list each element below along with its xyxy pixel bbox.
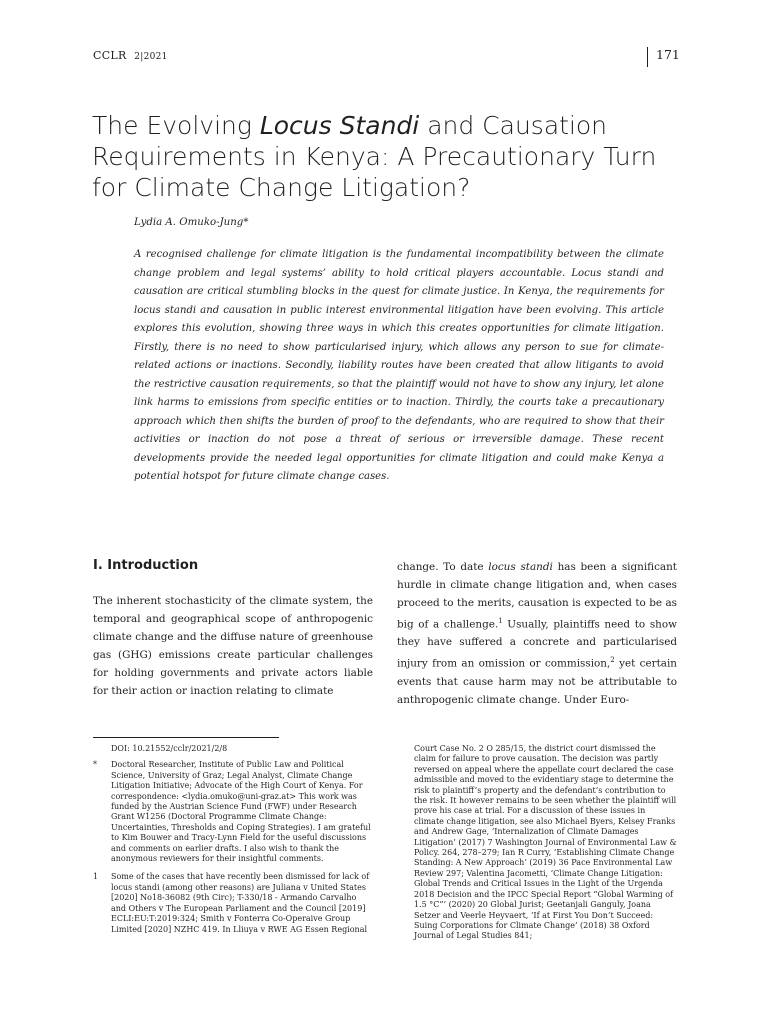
footnote-1 xyxy=(93,872,373,934)
footnotes-left xyxy=(93,744,373,943)
body-right-italic: locus standi xyxy=(488,561,553,573)
author-name: Lydia A. Omuko-Jung* xyxy=(134,217,249,228)
body-right-text-1: change. To date xyxy=(397,561,489,573)
running-head xyxy=(93,45,683,67)
journal-issue: 2|2021 xyxy=(134,52,168,62)
title-line1-pre: The Evolving xyxy=(92,111,260,140)
footnote-mark-star: * xyxy=(93,760,97,770)
section-heading: I. Introduction xyxy=(93,558,199,573)
title-line1-post: and Causation xyxy=(419,111,608,140)
journal-name xyxy=(93,49,168,62)
body-left-column: The inherent stochasticity of the climate system, the temporal and geographical scope of anthropogenic climate change and the diffuse nature of greenhouse gas (GHG) emissions create particular challenges for holding governments and private actors liable for their action or inaction relating to climate xyxy=(93,595,373,697)
body-right-text-2: has been a significant hurdle in climate change litigation and, when cases proceed to the merits, causation is expected to be as big of a challenge. xyxy=(397,561,677,631)
body-right-text-3: Usually, plaintiffs need to show they have suffered a concrete and particularised injury from an omission or commission, xyxy=(397,618,677,670)
body-right-column xyxy=(397,558,677,709)
body-right-text-4: yet certain events that cause harm may not be attributable to anthropogenic climate change. Under Euro- xyxy=(397,657,677,706)
footnotes-right xyxy=(414,744,677,942)
title-line3: for Climate Change Litigation? xyxy=(92,173,471,202)
footnote-mark-1: 1 xyxy=(93,872,99,882)
page-number: 171 xyxy=(656,47,680,62)
journal-abbrev: CCLR xyxy=(93,49,127,62)
footnote-rule xyxy=(93,737,279,738)
abstract: A recognised challenge for climate litigation is the fundamental incompatibility between the climate change problem and legal systems’ ability to hold critical players accountable. Locus standi and causation are critical stumbling blocks in the quest for climate justice. In Kenya, the requirements for locus standi and causation in public interest environmental litigation have been evolving. This article explores this evolution, showing three ways in which this creates opportunities for climate litigation. Firstly, there is no need to show particularised injury, which allows any person to sue for climate-related actions or inactions. Secondly, liability routes have been created that allow litigants to avoid the restrictive causation requirements, so that the plaintiff would not have to show any injury, let alone link harms to emissions from specific entities or to inaction. Thirdly, the courts take a precautionary approach which then shifts the burden of proof to the defendants, who are required to show that their activities or inaction do not pose a threat of serious or irreversible damage. These recent developments provide the needed legal opportunities for climate litigation and could make Kenya a potential hotspot for future climate change cases. xyxy=(134,249,664,482)
title-line1-italic: Locus Standi xyxy=(259,111,420,140)
title-line2: Requirements in Kenya: A Precautionary Turn xyxy=(92,142,657,171)
footnote-ref-1: 1 xyxy=(498,617,503,625)
footnote-1-text: Some of the cases that have recently been dismissed for lack of locus standi (among other reasons) are Juliana v United States [2020] No18-36082 (9th Circ); T-330/18 - Armando Carvalho and Others v The European Parliament and the Council [2019] ECLI:EU:T:2019:324; Smith v Fonterra Co-Operaive Group Limited [2020] NZHC 419. In Lliuya v RWE AG Essen Regional xyxy=(111,872,370,934)
doi: DOI: 10.21552/cclr/2021/2/8 xyxy=(111,744,228,753)
article-title xyxy=(92,110,692,203)
footnote-1-continued: Court Case No. 2 O 285/15, the district court dismissed the claim for failure to prove causation. The decision was partly reversed on appeal where the appellate court declared the case admissible and moved to the evidentiary stage to determine the risk to plaintiff’s property and the defendant’s contribution to the risk. It however remains to be seen whether the plaintiff will prove his case at trial. For a discussion of these issues in climate change litigation, see also Michael Byers, Kelsey Franks and Andrew Gage, ‘Internalization of Climate Damages Litigation’ (2017) 7 Washington Journal of Environmental Law & Policy. 264, 278–279; Ian R Curry, ‘Establishing Climate Change Standing: A New Approach’ (2019) 36 Pace Environmental Law Review 297; Valentina Jacometti, ‘Climate Change Litigation: Global Trends and Critical Issues in the Light of the Urgenda 2018 Decision and the IPCC Special Report “Global Warming of 1.5 °C”’ (2020) 20 Global Jurist; Geetanjali Ganguly, Joana Setzer and Veerle Heyvaert, ‘If at First You Don’t Succeed: Suing Corporations for Climate Change’ (2018) 38 Oxford Journal of Legal Studies 841; xyxy=(414,744,677,941)
footnote-author xyxy=(93,760,373,864)
footnote-ref-2: 2 xyxy=(610,656,615,665)
header-divider xyxy=(647,47,648,67)
footnote-author-text: Doctoral Researcher, Institute of Public Law and Political Science, University of Graz; Legal Analyst, Climate Change Litigation Initiative; Advocate of the High Court of Kenya. For correspondence: <lydia.omuko@uni-graz.at> This work was funded by the Austrian Science Fund (FWF) under Research Grant W1256 (Doctoral Programme Climate Change: Uncertainties, Thresholds and Coping Strategies). I am grateful to Kim Bouwer and Tracy-Lynn Field for the useful discussions and comments on earlier drafts. I also wish to thank the anonymous reviewers for their insightful comments. xyxy=(111,760,371,864)
